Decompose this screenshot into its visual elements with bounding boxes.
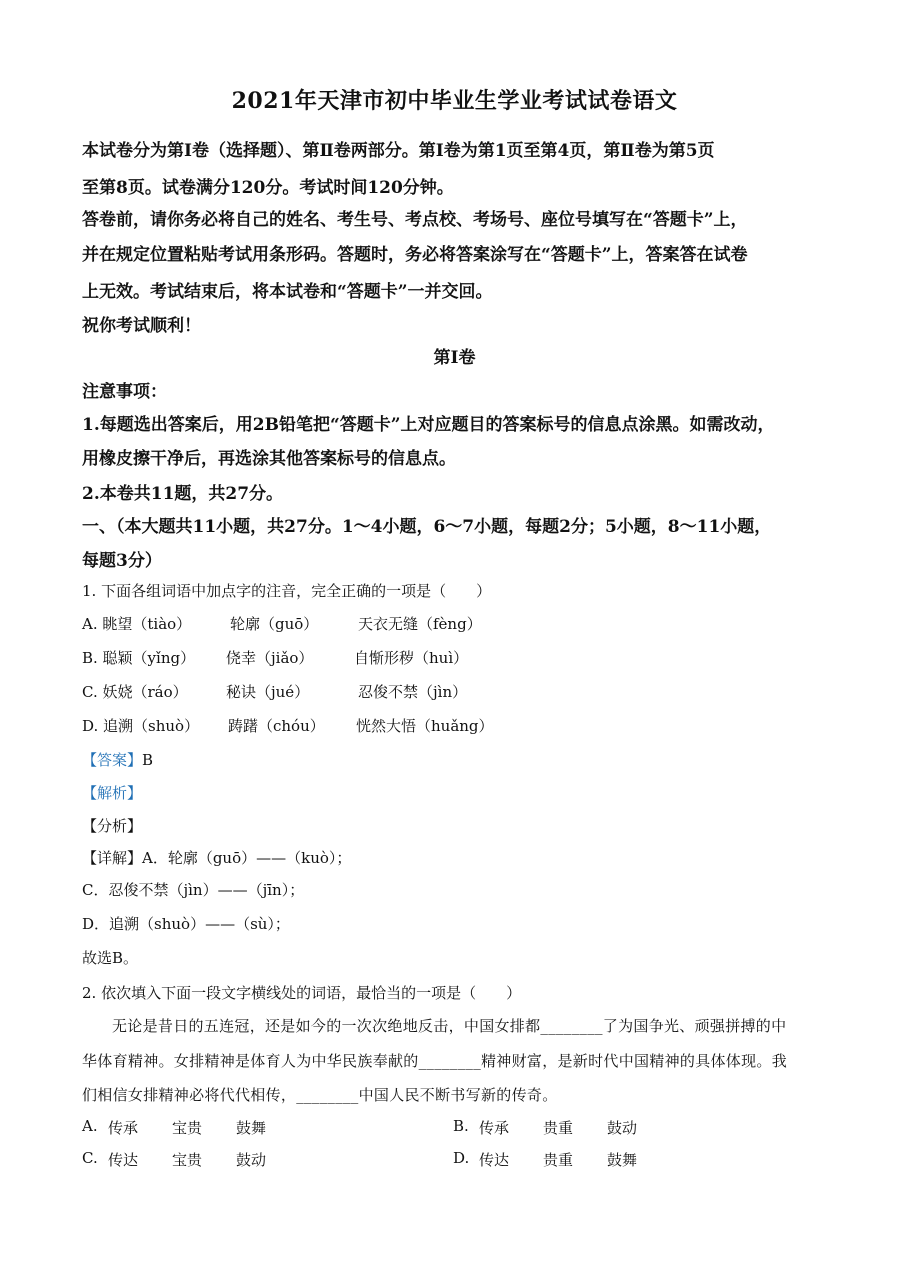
q2-passage-line-1: 无论是昔日的五连冠，还是如今的一次次绝地反击，中国女排都________了为国争光、顽强拼搏的中 bbox=[112, 1017, 787, 1035]
fenxi-label: 【分析】 bbox=[82, 817, 143, 835]
answer-label: 【答案】 bbox=[82, 751, 143, 769]
analysis-label: 【解析】 bbox=[82, 784, 143, 802]
section-title: 第Ⅰ卷 bbox=[433, 348, 476, 368]
q2-passage-line-2: 华体育精神。女排精神是体育人为中华民族奉献的________精神财富，是新时代中国精神的具体体现。我 bbox=[82, 1052, 788, 1070]
notes-line-2: 用橡皮擦干净后，再选涂其他答案标号的信息点。 bbox=[82, 449, 456, 469]
intro-line-6: 祝你考试顺利！ bbox=[82, 316, 201, 336]
q2-passage-line-3: 们相信女排精神必将代代相传，________中国人民不断书写新的传奇。 bbox=[82, 1086, 558, 1104]
q1-stem: 1. 下面各组词语中加点字的注音，完全正确的一项是（ ） bbox=[82, 582, 492, 600]
intro-line-1: 本试卷分为第Ⅰ卷（选择题）、第Ⅱ卷两部分。第Ⅰ卷为第1页至第4页，第Ⅱ卷为第5页 bbox=[82, 141, 715, 161]
answer-value: B bbox=[142, 751, 154, 769]
q2-stem: 2. 依次填入下面一段文字横线处的词语，最恰当的一项是（ ） bbox=[82, 984, 522, 1002]
part-heading-1: 一、（本大题共11小题，共27分。1～4小题，6～7小题，每题2分；5小题，8～11小题， bbox=[82, 517, 772, 537]
detail-line-3: D．追溯（shuò）——（sù）； bbox=[82, 915, 290, 933]
intro-line-4: 并在规定位置粘贴考试用条形码。答题时，务必将答案涂写在“答题卡”上，答案答在试卷 bbox=[82, 245, 748, 265]
detail-line-2: C．忍俊不禁（jìn）——（jīn）； bbox=[82, 881, 305, 899]
q1-answer bbox=[82, 749, 153, 770]
intro-line-5: 上无效。考试结束后，将本试卷和“答题卡”一并交回。 bbox=[82, 282, 493, 302]
notes-heading: 注意事项： bbox=[82, 382, 167, 402]
part-heading-2: 每题3分） bbox=[82, 551, 162, 571]
detail-line-1: 【详解】A．轮廓（guō）——（kuò）； bbox=[82, 849, 352, 867]
notes-line-3: 2.本卷共11题，共27分。 bbox=[82, 484, 284, 504]
page-title: 2021年天津市初中毕业生学业考试试卷语文 bbox=[231, 88, 678, 114]
detail-line-4: 故选B。 bbox=[82, 949, 139, 967]
intro-line-2: 至第8页。试卷满分120分。考试时间120分钟。 bbox=[82, 178, 454, 198]
intro-line-3: 答卷前，请你务必将自己的姓名、考生号、考点校、考场号、座位号填写在“答题卡”上， bbox=[82, 210, 748, 230]
exam-page: 2021年天津市初中毕业生学业考试试卷语文 本试卷分为第Ⅰ卷（选择题）、第Ⅱ卷两部分。第Ⅰ卷为第1页至第4页，第Ⅱ卷为第5页 至第8页。试卷满分120分。考试时间120分钟。 答卷前，请你务必将自己的姓名、考生号、考点校、考场号、座位号填写在“答题卡”上， 并在规定位置粘贴考试用条形码。答题时，务必将答案涂写在“答题卡”上，答案答在试卷 上无效。考试结束后，将本试卷和“答题卡”一并交回。 祝你考试顺利！ 第Ⅰ卷 注意事项： 1.每题选出答案后，用2B铅笔把“答题卡”上对应题目的答案标号的信息点涂黑。如需改动， 用橡皮擦干净后，再选涂其他答案标号的信息点。 2.本卷共11题，共27分。 一、（本大题共11小题，共27分。1～4小题，6～7小题，每题2分；5小题，8～11小题， 每题3分） 1. 下面各组词语中加点字的注音，完全正确的一项是（ ） A. 眺望（tiào） 轮廓（guō） 天衣无缝（fèng） B. 聪颖（yǐng） 侥幸（jiǎo） 自惭形秽（huì） C. 妖娆（ráo） 秘诀（jué） 忍俊不禁（jìn） D. 追溯（shuò） 踌躇（chóu） 恍然大悟（huǎng） 【答案】B 【解析】 【分析】 【详解】A．轮廓（guō）——（kuò）； C．忍俊不禁（jìn）——（jīn）； D．追溯（shuò）——（sù）； 故选B。 2. 依次填入下面一段文字横线处的词语，最恰当的一项是（ ） 无论是昔日的五连冠，还是如今的一次次绝地反击，中国女排都________了为国争光、顽强拼搏的中 华体育精神。女排精神是体育人为中华民族奉献的________精神财富，是新时代中国精神的具体体现。我 们相信女排精神必将代代相传，________中国人民不断书写新的传奇。 A. 传承 宝贵 鼓舞 B. 传承 贵重 鼓动 C. 传达 宝贵 鼓动 D. 传达 贵重 鼓舞 bbox=[0, 0, 909, 1286]
notes-line-1: 1.每题选出答案后，用2B铅笔把“答题卡”上对应题目的答案标号的信息点涂黑。如需改动， bbox=[82, 415, 775, 435]
